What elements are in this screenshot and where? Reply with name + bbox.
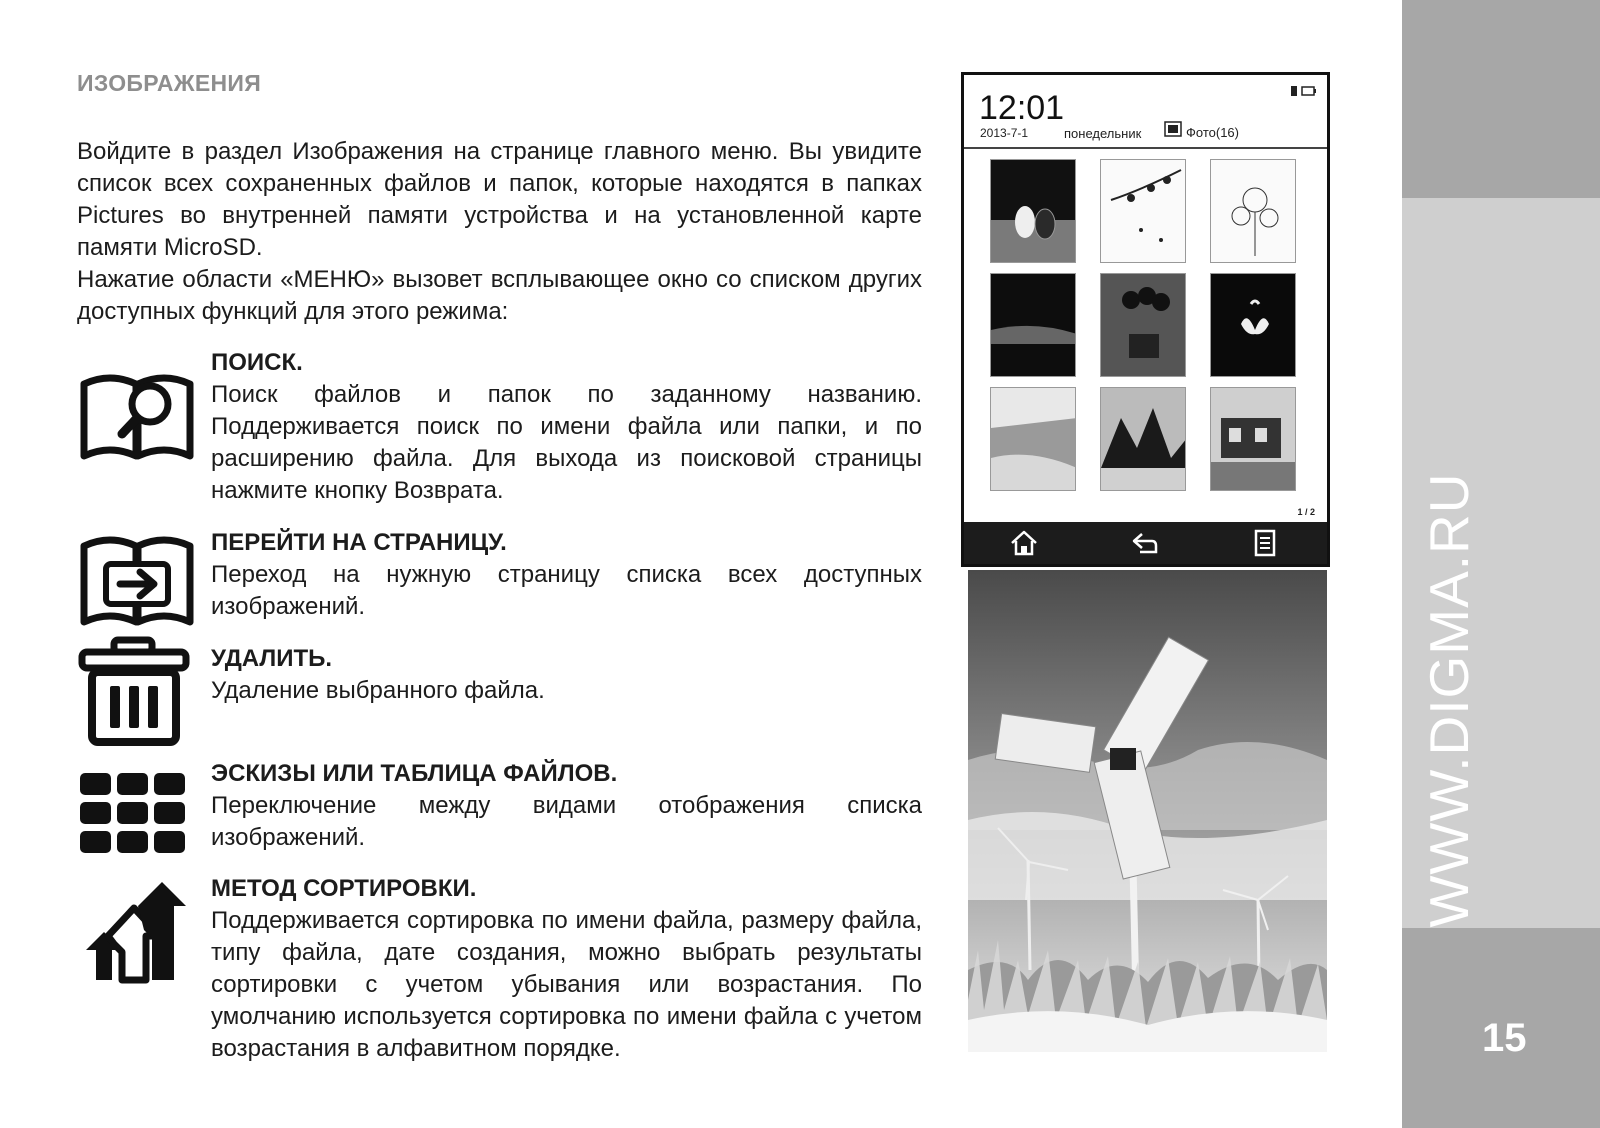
device-screen (964, 75, 1327, 564)
thumbnail[interactable] (990, 387, 1076, 491)
feature-description: Переключение между видами отображения списка изображений. (211, 792, 922, 851)
sort-arrows-icon (78, 878, 196, 984)
date: 2013-7-1 (980, 126, 1029, 140)
thumbnail[interactable] (1210, 159, 1296, 263)
thumbnail[interactable] (1100, 159, 1186, 263)
feature-title: ПЕРЕЙТИ НА СТРАНИЦУ. (211, 529, 507, 556)
intro-paragraph-1: Войдите в раздел Изображения на странице главного меню. Вы увидите список всех сохраненных файлов и папок, которые находятся в папках Pictures во внутренней памяти устройства и на установленной карте памяти MicroSD. (77, 138, 922, 261)
grid-view-icon (78, 771, 196, 857)
book-goto-page-icon (78, 528, 196, 628)
weekday: понедельник (1064, 126, 1142, 141)
battery-icon (1290, 85, 1318, 97)
feature-description: Удаление выбранного файла. (211, 677, 545, 704)
folder-label: Фото(16) (1186, 125, 1239, 140)
thumbnail[interactable] (1210, 387, 1296, 491)
feature-delete (211, 643, 922, 707)
feature-search (211, 347, 922, 507)
feature-title: ЭСКИЗЫ ИЛИ ТАБЛИЦА ФАЙЛОВ. (211, 760, 618, 787)
thumbnail[interactable] (1210, 273, 1296, 377)
feature-description: Переход на нужную страницу списка всех доступных изображений. (211, 561, 922, 620)
feature-title: МЕТОД СОРТИРОВКИ. (211, 875, 477, 902)
intro-text (77, 136, 922, 328)
gallery-icon (1164, 121, 1182, 137)
feature-title: ПОИСК. (211, 349, 303, 376)
feature-description: Поиск файлов и папок по заданному названию. Поддерживается поиск по имени файла или папки, и по расширению файла. Для выхода из поисковой страницы нажмите кнопку Возврата. (211, 381, 922, 504)
thumbnail[interactable] (990, 159, 1076, 263)
clock: 12:01 (979, 89, 1065, 127)
book-search-icon (78, 362, 196, 462)
wind-turbine-photo (968, 570, 1327, 1052)
pager: 1 / 2 (1297, 507, 1315, 517)
feature-grid-view (211, 758, 922, 854)
page-number: 15 (1482, 1016, 1527, 1060)
intro-paragraph-2: Нажатие области «МЕНЮ» вызовет всплывающее окно со списком других доступных функций для этого режима: (77, 266, 922, 325)
website-url: WWW.DIGMA.RU (1418, 472, 1480, 928)
trash-icon (78, 636, 196, 748)
feature-sort (211, 873, 922, 1065)
section-title: ИЗОБРАЖЕНИЯ (77, 70, 262, 96)
thumbnail[interactable] (1100, 387, 1186, 491)
thumbnail[interactable] (990, 273, 1076, 377)
nav-bar (964, 522, 1327, 564)
menu-icon[interactable] (1250, 528, 1280, 558)
feature-description: Поддерживается сортировка по имени файла, размеру файла, типу файла, дате создания, можно выбрать результаты сортировки с учетом убывания или возрастания. По умолчанию используется сортировка по имени файла с учетом возрастания в алфавитном порядке. (211, 907, 922, 1062)
home-icon[interactable] (1009, 528, 1039, 558)
back-icon[interactable] (1130, 528, 1160, 558)
thumbnail[interactable] (1100, 273, 1186, 377)
feature-title: УДАЛИТЬ. (211, 645, 333, 672)
feature-goto-page (211, 527, 922, 623)
sidebar-top-block (1402, 0, 1600, 198)
status-bar (964, 75, 1327, 149)
